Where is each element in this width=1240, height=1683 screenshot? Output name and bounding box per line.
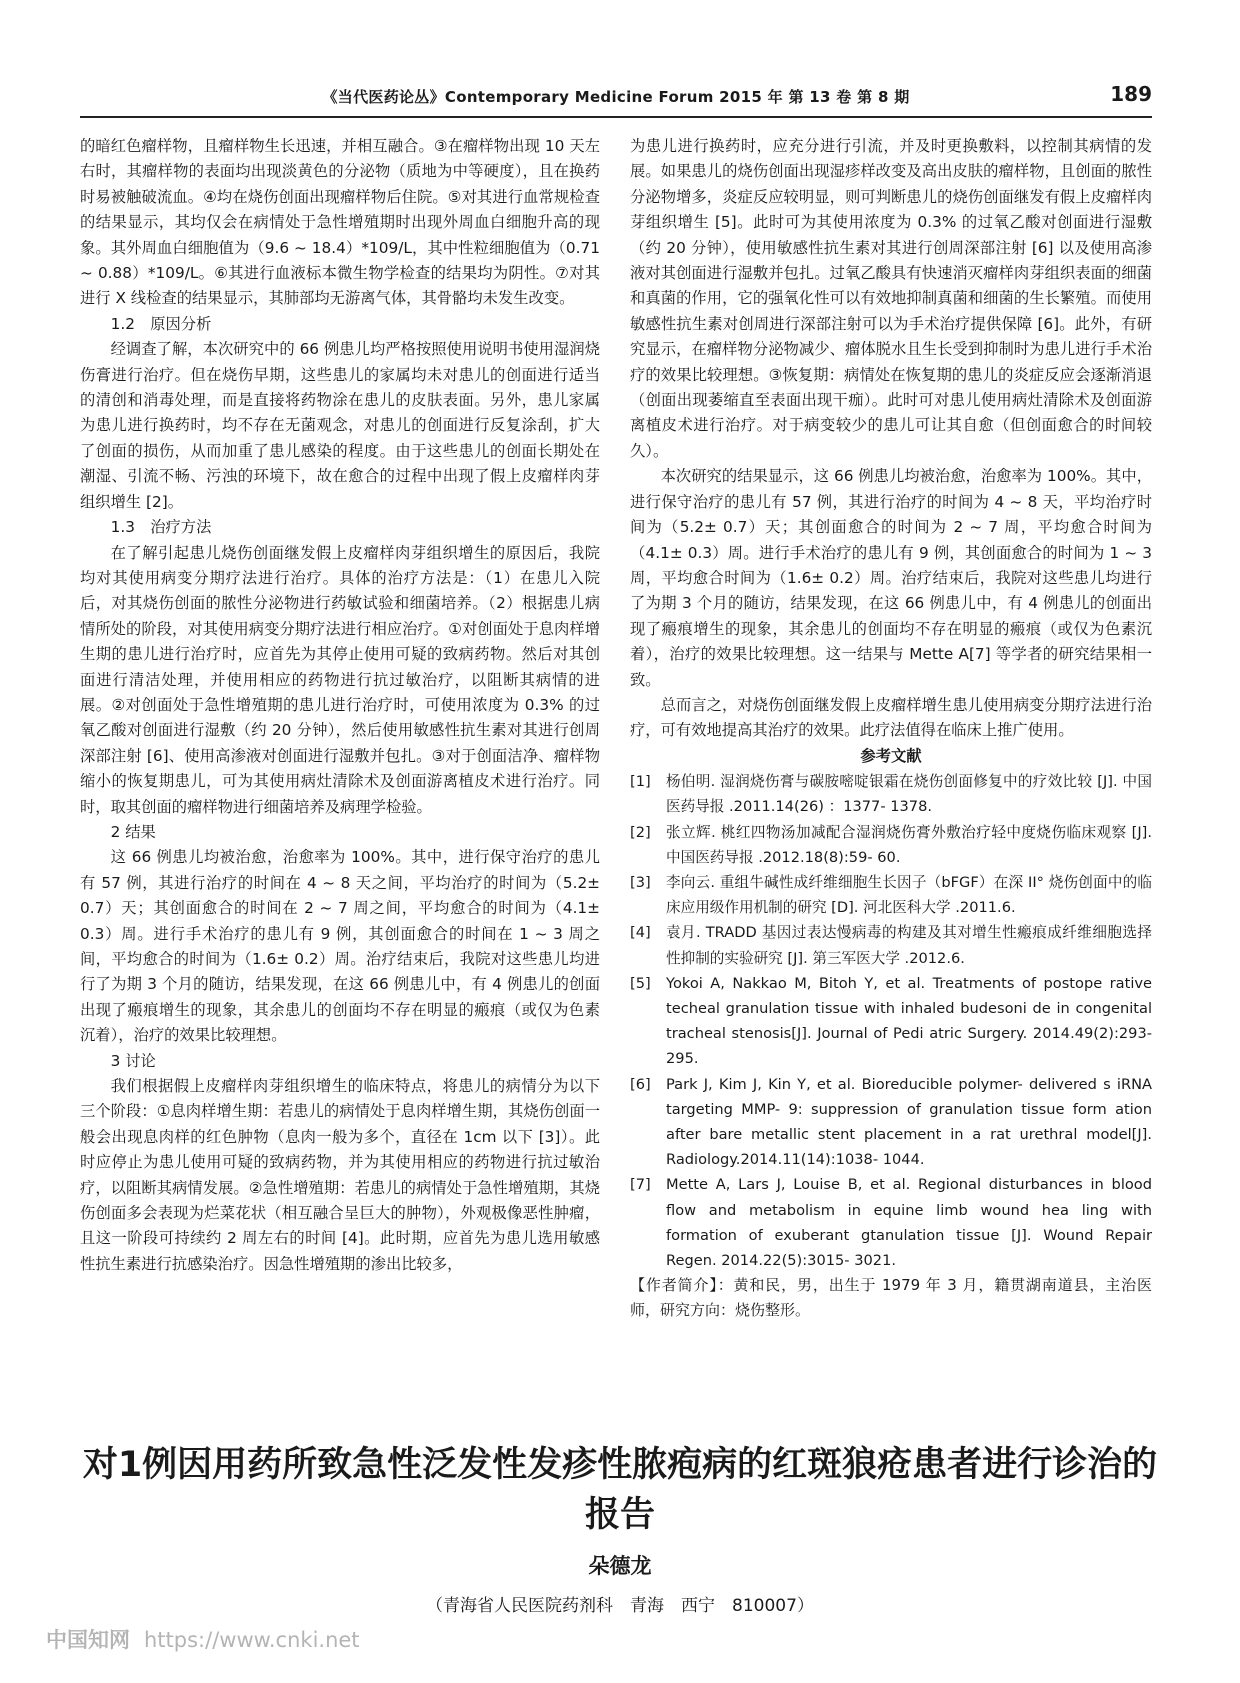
paragraph: 我们根据假上皮瘤样肉芽组织增生的临床特点，将患儿的病情分为以下三个阶段：①息肉样增生期：若患儿的病情处于息肉样增生期，其烧伤创面一般会出现息肉样的红色肿物（息肉一般为多个，直径在 1cm 以下 [3]）。此时应停止为患儿使用可疑的致病药物，并为其使用相应的药物进行抗过敏治疗，以阻断其病情发展。②急性增殖期：若患儿的病情处于急性增殖期，其烧伤创面多会表现为烂菜花状（相互融合呈巨大的肿物），外观极像恶性肿瘤，且这一阶段可持续约 2 周左右的时间 [4]。此时期，应首先为患儿选用敏感性抗生素进行抗感染治疗。因急性增殖期的渗出比较多， [80, 1077, 600, 1273]
paragraph: 为患儿进行换药时，应充分进行引流，并及时更换敷料，以控制其病情的发展。如果患儿的烧伤创面出现湿疹样改变及高出皮肤的瘤样物，且创面的脓性分泌物增多，炎症反应较明显，则可判断患儿的烧伤创面继发有假上皮瘤样肉芽组织增生 [5]。此时可为其使用浓度为 0.3% 的过氧乙酸对创面进行湿敷（约 20 分钟），使用敏感性抗生素对其进行创周深部注射 [6] 以及使用高渗液对其创面进行湿敷并包扎。过氧乙酸具有快速消灭瘤样肉芽组织表面的细菌和真菌的作用，它的强氧化性可以有效地抑制真菌和细菌的生长繁殖。而使用敏感性抗生素对创周进行深部注射可以为手术治疗提供保障 [6]。此外，有研究显示，在瘤样物分泌物减少、瘤体脱水且生长受到抑制时为患儿进行手术治疗的效果比较理想。③恢复期：病情处在恢复期的患儿的炎症反应会逐渐消退（创面出现萎缩直至表面出现干痂）。此时可对患儿使用病灶清除术及创面游离植皮术进行治疗。对于病变较少的患儿可让其自愈（但创面愈合的时间较久）。 [630, 137, 1152, 460]
reference-text: 张立辉. 桃红四物汤加减配合湿润烧伤膏外敷治疗轻中度烧伤临床观察 [J]. 中国医药导报 .2012.18(8):59- 60. [666, 823, 1152, 866]
reference-text: 袁月. TRADD 基因过表达慢病毒的构建及其对增生性瘢痕成纤维细胞选择性抑制的实验研究 [J]. 第三军医大学 .2012.6. [666, 924, 1152, 967]
section-heading-1-2: 1.2 原因分析 [110, 314, 212, 333]
journal-running-head: 《当代医药论丛》Contemporary Medicine Forum 2015 年 第 13 卷 第 8 期 [322, 88, 910, 106]
article-title: 对1例因用药所致急性泛发性发疹性脓疱病的红斑狼疮患者进行诊治的报告 [82, 1445, 1158, 1535]
reference-text: Park J, Kim J, Kin Y, et al. Bioreducible polymer- delivered s iRNA targeting MMP- 9: suppression of granulation tissue form ation after bare metallic stent placement in a rat urethral model[J]. Radiology.2014.11(14):1038- 1044. [666, 1075, 1152, 1169]
reference-number: [5] [630, 974, 651, 992]
paragraph: 经调查了解，本次研究中的 66 例患儿均严格按照使用说明书使用湿润烧伤膏进行治疗。但在烧伤早期，这些患儿的家属均未对患儿的创面进行适当的清创和消毒处理，而是直接将药物涂在患儿的皮肤表面。另外，患儿家属为患儿进行换药时，均不存在无菌观念，对患儿的创面进行反复涂刮，扩大了创面的损伤，从而加重了患儿感染的程度。由于这些患儿的创面长期处在潮湿、引流不畅、污浊的环境下，故在愈合的过程中出现了假上皮瘤样肉芽组织增生 [2]。 [80, 340, 600, 511]
reference-text: 杨伯明. 湿润烧伤膏与碳胺嘧啶银霜在烧伤创面修复中的疗效比较 [J]. 中国医药导报 .2011.14(26) ：1377- 1378. [666, 773, 1152, 816]
section-heading-results: 2 结果 [110, 822, 156, 841]
reference-text: Mette A, Lars J, Louise B, et al. Regional disturbances in blood flow and metabolism in equine limb wound hea ling with formation of exuberant gtanulation tissue [J]. Wound Repair Regen. 2014.22(5):3015- 3021. [666, 1176, 1152, 1270]
cnki-watermark [46, 1624, 360, 1654]
reference-number: [1] [630, 773, 651, 791]
reference-number: [3] [630, 873, 651, 891]
section-heading-discussion: 3 讨论 [110, 1051, 156, 1070]
reference-item [630, 870, 1152, 920]
author-bio: 【作者简介】：黄和民，男，出生于 1979 年 3 月，籍贯湖南道县，主治医师，研究方向：烧伤整形。 [630, 1276, 1152, 1320]
left-column [80, 134, 600, 1277]
reference-item [630, 820, 1152, 870]
reference-list [630, 769, 1152, 1273]
watermark-url: https://www.cnki.net [144, 1628, 360, 1652]
article-author: 朵德龙 [588, 1554, 652, 1578]
paragraph: 这 66 例患儿均被治愈，治愈率为 100%。其中，进行保守治疗的患儿有 57 例，其进行治疗的时间在 4 ~ 8 天之间，平均治疗的时间为（5.2± 0.7）天；其创面愈合的时间在 2 ~ 7 周之间，平均愈合的时间为（4.1± 0.3）周。进行手术治疗的患儿有 9 例，其创面愈合的时间在 1 ~ 3 周之间，平均愈合的时间为（1.6± 0.2）周。治疗结束后，我院对这些患儿均进行了为期 3 个月的随访，结果发现，在这 66 例患儿中，有 4 例患儿的创面出现了瘢痕增生的现象，其余患儿的创面均不存在明显的瘢痕（或仅为色素沉着），治疗的效果比较理想。 [80, 848, 600, 1045]
reference-item [630, 920, 1152, 970]
reference-number: [4] [630, 924, 651, 942]
reference-number: [7] [630, 1176, 651, 1194]
page-number: 189 [1110, 82, 1152, 106]
references-heading: 参考文献 [860, 746, 922, 765]
reference-item [630, 1072, 1152, 1173]
right-column [630, 134, 1152, 1323]
reference-text: 李向云. 重组牛碱性成纤维细胞生长因子（bFGF）在深 II° 烧伤创面中的临床应用级作用机制的研究 [D]. 河北医科大学 .2011.6. [666, 873, 1152, 917]
paragraph: 在了解引起患儿烧伤创面继发假上皮瘤样肉芽组织增生的原因后，我院均对其使用病变分期疗法进行治疗。具体的治疗方法是：（1）在患儿入院后，对其烧伤创面的脓性分泌物进行药敏试验和细菌培养。（2）根据患儿病情所处的阶段，对其使用病变分期疗法进行相应治疗。①对创面处于息肉样增生期的患儿进行治疗时，应首先为其停止使用可疑的致病药物。然后对其创面进行清洁处理，并使用相应的药物进行抗过敏治疗，以阻断其病情的进展。②对创面处于急性增殖期的患儿进行治疗时，可使用浓度为 0.3% 的过氧乙酸对创面进行湿敷（约 20 分钟），然后使用敏感性抗生素对其进行创周深部注射 [6]、使用高渗液对创面进行湿敷并包扎。③对于创面洁净、瘤样物缩小的恢复期患儿，可为其使用病灶清除术及创面游离植皮术进行治疗。同时，取其创面的瘤样物进行细菌培养及病理学检验。 [80, 543, 600, 816]
reference-number: [2] [630, 823, 651, 841]
reference-item [630, 1172, 1152, 1273]
paragraph: 本次研究的结果显示，这 66 例患儿均被治愈，治愈率为 100%。其中，进行保守治疗的患儿有 57 例，其进行治疗的时间为 4 ~ 8 天，平均治疗时间为（5.2± 0.7）天；其创面愈合的时间为 2 ~ 7 周，平均愈合时间为（4.1± 0.3）周。进行手术治疗的患儿有 9 例，其创面愈合的时间为 1 ~ 3 周，平均愈合时间为（1.6± 0.2）周。治疗结束后，我院对这些患儿均进行了为期 3 个月的随访，结果发现，在这 66 例患儿中，有 4 例患儿的创面出现了瘢痕增生的现象，其余患儿的创面均不存在明显的瘢痕（或仅为色素沉着），治疗的效果比较理想。这一结果与 Mette A[7] 等学者的研究结果相一致。 [630, 467, 1152, 689]
reference-item [630, 971, 1152, 1072]
paragraph: 的暗红色瘤样物，且瘤样物生长迅速，并相互融合。③在瘤样物出现 10 天左右时，其瘤样物的表面均出现淡黄色的分泌物（质地为中等硬度），且在换药时易被触破流血。④均在烧伤创面出现瘤样物后住院。⑤对其进行血常规检查的结果显示，其均仅会在病情处于急性增殖期时出现外周血白细胞升高的现象。其外周血白细胞值为（9.6 ~ 18.4）*109/L，其中性粒细胞值为（0.71 ~ 0.88）*109/L。⑥其进行血液标本微生物学检查的结果均为阴性。⑦对其进行 X 线检查的结果显示，其肺部均无游离气体，其骨骼均未发生改变。 [80, 137, 600, 308]
page-header [80, 82, 1152, 118]
reference-number: [6] [630, 1075, 651, 1093]
section-heading-1-3: 1.3 治疗方法 [110, 518, 212, 537]
paragraph: 总而言之，对烧伤创面继发假上皮瘤样增生患儿使用病变分期疗法进行治疗，可有效地提高其治疗的效果。此疗法值得在临床上推广使用。 [630, 695, 1152, 740]
author-affiliation: （青海省人民医院药剂科 青海 西宁 810007） [426, 1596, 814, 1616]
watermark-logo-text: 中国知网 [46, 1628, 130, 1652]
reference-item [630, 769, 1152, 819]
reference-text: Yokoi A, Nakkao M, Bitoh Y, et al. Treatments of postope rative techeal granulation tissue with inhaled budesoni de in congenital tracheal stenosis[J]. Journal of Pedi atric Surgery. 2014.49(2):293- 295. [666, 974, 1152, 1068]
